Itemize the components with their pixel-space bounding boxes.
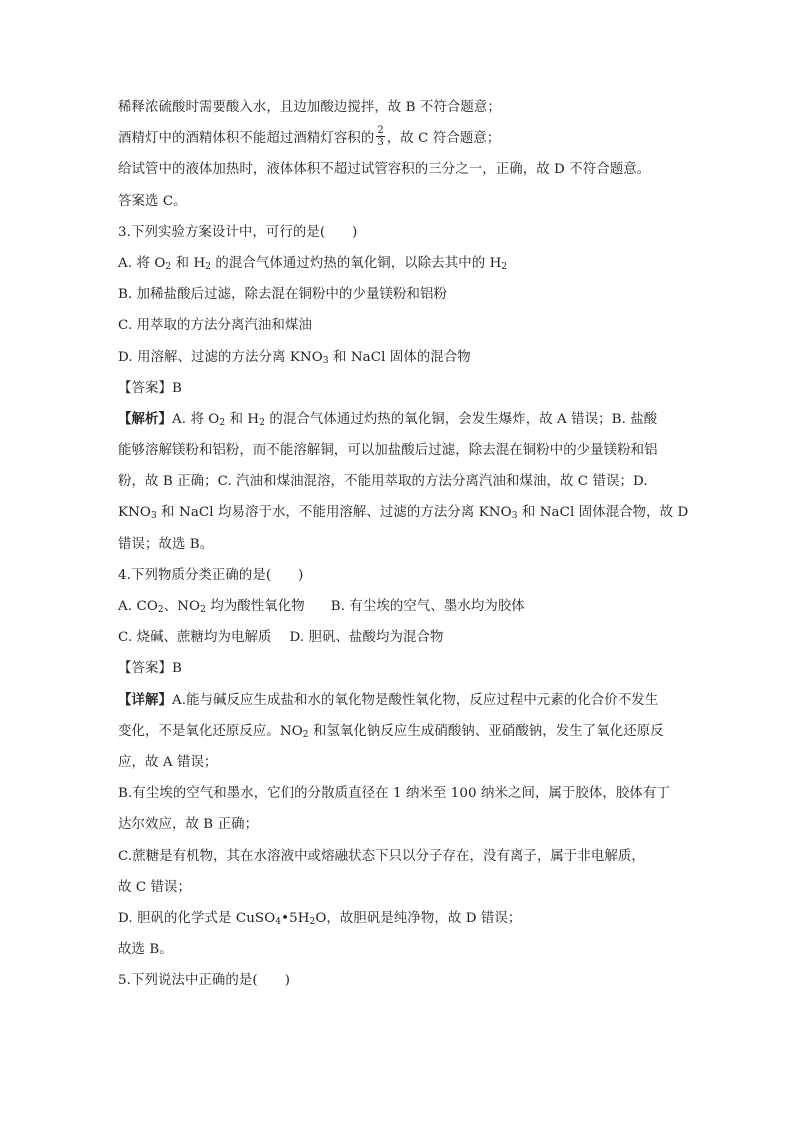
option-a [118,248,698,279]
option-c [118,310,698,341]
fraction-denominator: 3 [377,137,384,149]
text: 3.下列实验方案设计中，可行的是( ) [118,224,358,240]
text: 的混合气体通过灼热的氧化铜，以除去其中的 H [211,255,502,271]
text: 故 C 错误； [118,879,192,895]
explanation-tag: 【详解】 [118,691,172,708]
text: 和氢氧化钠反应生成硝酸钠、亚硝酸钠，发生了氧化还原反 [308,723,664,739]
explanation-line [118,747,698,778]
explanation-line [118,809,698,840]
subscript: 3 [511,511,518,522]
subscript: 2 [309,916,316,927]
document-page [118,92,698,996]
text: 和 H [171,255,206,271]
option-a: A. CO [118,599,158,614]
text: 和 NaCl 固体混合物，故 D [517,505,689,521]
explanation-line [118,529,698,560]
text: 能够溶解镁粉和铝粉，而不能溶解铜，可以加盐酸后过滤，除去混在铜粉中的少量镁粉和铝 [118,443,658,459]
text: 错误；故选 B。 [118,536,214,552]
subscript: 4 [275,916,282,927]
explanation-line [118,435,698,466]
text: •5H [281,910,310,926]
text-line [118,186,698,217]
subscript: 3 [322,355,329,366]
explanation-line [118,903,698,934]
text: 达尔效应，故 B 正确； [118,817,259,833]
text: 和 NaCl 固体的混合物 [328,349,471,365]
text: 稀释浓硫酸时需要酸入水，且边加酸边搅拌，故 B 不符合题意； [118,100,501,115]
fraction [376,125,384,148]
text: 粉，故 B 正确；C. 汽油和煤油混溶，不能用萃取的方法分离汽油和煤油，故 C 错误；D. [118,474,648,490]
option-b [118,279,698,310]
explanation-line [118,716,698,747]
text: 和 NaCl 均易溶于水，不能用溶解、过滤的方法分离 KNO [156,505,512,521]
text: 故选 B。 [118,942,173,958]
answer-label: 【答案】B [118,661,182,677]
text: KNO [118,505,151,521]
text: 、NO [163,599,201,614]
text: ，故 C 符合题意； [386,131,501,147]
option-d: D. 胆矾、盐酸均为混合物 [289,630,444,646]
explanation-line [118,685,698,716]
explanation-tag: 【解析】 [118,410,172,427]
answer-line [118,653,698,684]
text: A.能与碱反应生成盐和水的氧化物是酸性氧化物，反应过程中元素的化合价不发生 [171,692,659,708]
subscript: 2 [200,605,206,615]
text: 的混合气体通过灼热的氧化铜，会发生爆炸，故 A 错误；B. 盐酸 [265,411,658,427]
option-b: B. 有尘埃的空气、墨水均为胶体 [330,599,525,614]
text-line [118,154,698,185]
fraction-numerator: 2 [377,125,384,137]
explanation-line [118,466,698,497]
text: B. 加稀盐酸后过滤，除去混在铜粉中的少量镁粉和铝粉 [118,287,447,303]
option-row-ab [118,591,698,622]
text: B.有尘埃的空气和墨水，它们的分散质直径在 1 纳米至 100 纳米之间，属于胶体，胶体有丁 [118,786,670,802]
text: D. 胆矾的化学式是 CuSO [118,910,276,926]
text: 均为酸性氧化物 [205,599,305,614]
explanation-line [118,778,698,809]
text: 5.下列说法中正确的是( ) [118,973,291,989]
text: C. 用萃取的方法分离汽油和煤油 [118,318,312,334]
text-line [118,92,698,123]
text: 应，故 A 错误； [118,754,218,770]
text: C.蔗糖是有机物，其在水溶液中或熔融状态下只以分子存在，没有离子，属于非电解质， [118,848,645,864]
subscript: 2 [157,605,164,615]
explanation-line [118,497,698,528]
subscript: 2 [165,261,172,272]
text: 和 H [225,411,260,427]
text: 给试管中的液体加热时，液体体积不超过试管容积的三分之一，正确，故 D 不符合题意。 [118,162,651,178]
text: 变化，不是氧化还原反应。NO [118,723,303,739]
option-c: C. 烧碱、蔗糖均为电解质 [118,630,272,646]
question-stem [118,560,698,591]
option-d [118,342,698,373]
text: 4.下列物质分类正确的是( ) [118,567,304,583]
text: O，故胆矾是纯净物，故 D 错误； [315,910,522,926]
subscript: 2 [219,417,226,428]
question-stem [118,217,698,248]
question-stem [118,965,698,996]
subscript: 2 [501,261,508,272]
text-line [118,123,698,154]
explanation-line [118,872,698,903]
text: 答案选 C。 [118,193,187,209]
option-row-cd [118,622,698,653]
text: D. 用溶解、过滤的方法分离 KNO [118,349,323,365]
subscript: 2 [205,261,212,272]
explanation-line [118,841,698,872]
answer-label: 【答案】B [118,380,182,396]
text: A. 将 O [171,411,220,427]
subscript: 2 [259,417,266,428]
answer-line [118,373,698,404]
subscript: 3 [151,511,157,522]
explanation-line [118,934,698,965]
subscript: 2 [302,729,309,740]
text: 酒精灯中的酒精体积不能超过酒精灯容积的 [118,131,375,147]
text: A. 将 O [118,255,166,271]
explanation-line [118,404,698,435]
